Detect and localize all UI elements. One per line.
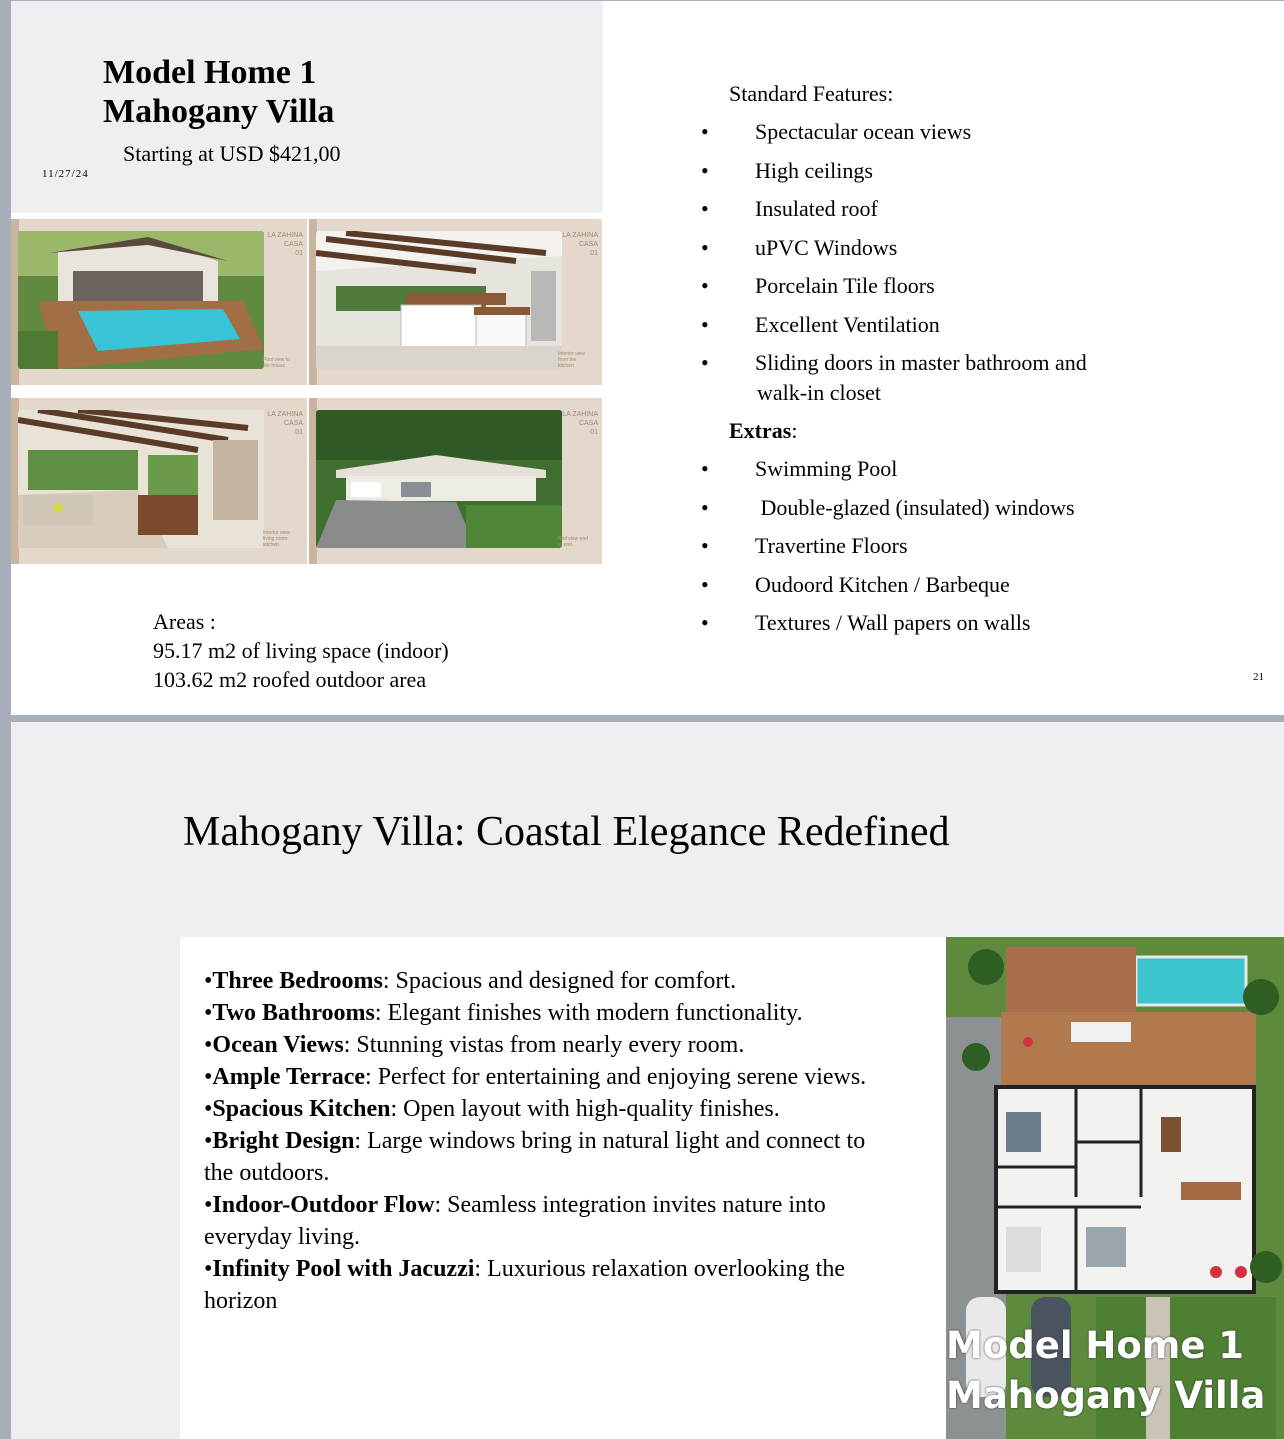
feature-item: • Insulated roof	[701, 196, 878, 221]
areas-indoor: 95.17 m2 of living space (indoor)	[153, 638, 449, 663]
highlight-item: •Spacious Kitchen: Open layout with high-quality finishes.	[204, 1096, 780, 1122]
photo-pool-view	[11, 219, 307, 385]
highlight-item: •Three Bedrooms: Spacious and designed for comfort.	[204, 968, 737, 994]
highlight-item: •Infinity Pool with Jacuzzi: Luxurious relaxation overlooking the horizon	[204, 1256, 845, 1314]
pool-render-image	[18, 231, 264, 369]
highlight-item: •Bright Design: Large windows bring in natural light and connect to the outdoors.	[204, 1128, 866, 1186]
page-number: 21	[1253, 671, 1264, 683]
areas-label: Areas :	[153, 609, 216, 634]
feature-item: • uPVC Windows	[701, 234, 898, 260]
areas-outdoor: 103.62 m2 roofed outdoor area	[153, 667, 427, 692]
extra-item: • Travertine Floors	[701, 533, 908, 558]
highlight-item: •Ocean Views: Stunning vistas from nearly every room.	[204, 1032, 745, 1058]
highlight-item: •Indoor-Outdoor Flow: Seamless integration invites nature into everyday living.	[204, 1192, 826, 1250]
slide-title	[103, 53, 334, 131]
floor-plan-title	[946, 1321, 1265, 1421]
feature-item: • Spectacular ocean views	[701, 119, 972, 144]
feature-item: • Excellent Ventilation	[701, 311, 940, 337]
brand-label: LA ZAHINA CASA 01	[562, 411, 598, 436]
standard-features-heading: Standard Features:	[729, 81, 894, 106]
extra-item: • Textures / Wall papers on walls	[701, 610, 1031, 635]
price-text: Starting at USD $421,00	[123, 141, 341, 166]
slide-1	[11, 1, 1284, 715]
feature-item: • High ceilings	[701, 157, 873, 183]
date-text: 11/27/24	[42, 168, 89, 180]
highlights-panel	[180, 937, 946, 1439]
title-line-2: Mahogany Villa	[103, 93, 335, 130]
title-panel	[11, 1, 603, 213]
photo-bird-view	[309, 398, 602, 564]
floor-plan-image	[946, 937, 1284, 1439]
floor-plan-title-line-1: Model Home 1	[946, 1324, 1245, 1367]
slide-2	[11, 722, 1284, 1439]
brand-label: LA ZAHINA CASA 01	[267, 232, 303, 257]
photo-living-room-view	[11, 398, 307, 564]
extras-heading: Extras:	[729, 418, 798, 443]
feature-item: • Sliding doors in master bathroom and walk-in closet	[701, 350, 1087, 405]
photo-caption: Pool view to the house	[263, 357, 290, 369]
living-room-render-image	[18, 410, 264, 548]
brand-label: LA ZAHINA CASA 01	[267, 411, 303, 436]
features-list	[701, 75, 1087, 643]
photo-caption: Bird view end to end	[558, 536, 589, 548]
highlight-item: •Two Bathrooms: Elegant finishes with modern functionality.	[204, 1000, 803, 1026]
photo-caption: Interior view from the kitchen	[558, 351, 585, 369]
extra-item: • Oudoord Kitchen / Barbeque	[701, 571, 1010, 597]
brand-label: LA ZAHINA CASA 01	[562, 232, 598, 257]
areas-block	[153, 607, 449, 694]
extra-item: • Swimming Pool	[701, 456, 898, 481]
title-line-1: Model Home 1	[103, 54, 317, 91]
slide-2-heading: Mahogany Villa: Coastal Elegance Redefined	[183, 809, 950, 855]
floor-plan-title-line-2: Mahogany Villa	[946, 1374, 1266, 1417]
extra-item: • Double-glazed (insulated) windows	[701, 494, 1075, 520]
feature-item: • Porcelain Tile floors	[701, 273, 935, 298]
photo-kitchen-view	[309, 219, 602, 385]
exterior-render-image	[316, 410, 562, 548]
highlights-list	[204, 965, 884, 1317]
kitchen-render-image	[316, 231, 562, 369]
highlight-item: •Ample Terrace: Perfect for entertaining and enjoying serene views.	[204, 1064, 867, 1090]
photo-caption: Interior view living room-kitchen	[263, 530, 290, 548]
